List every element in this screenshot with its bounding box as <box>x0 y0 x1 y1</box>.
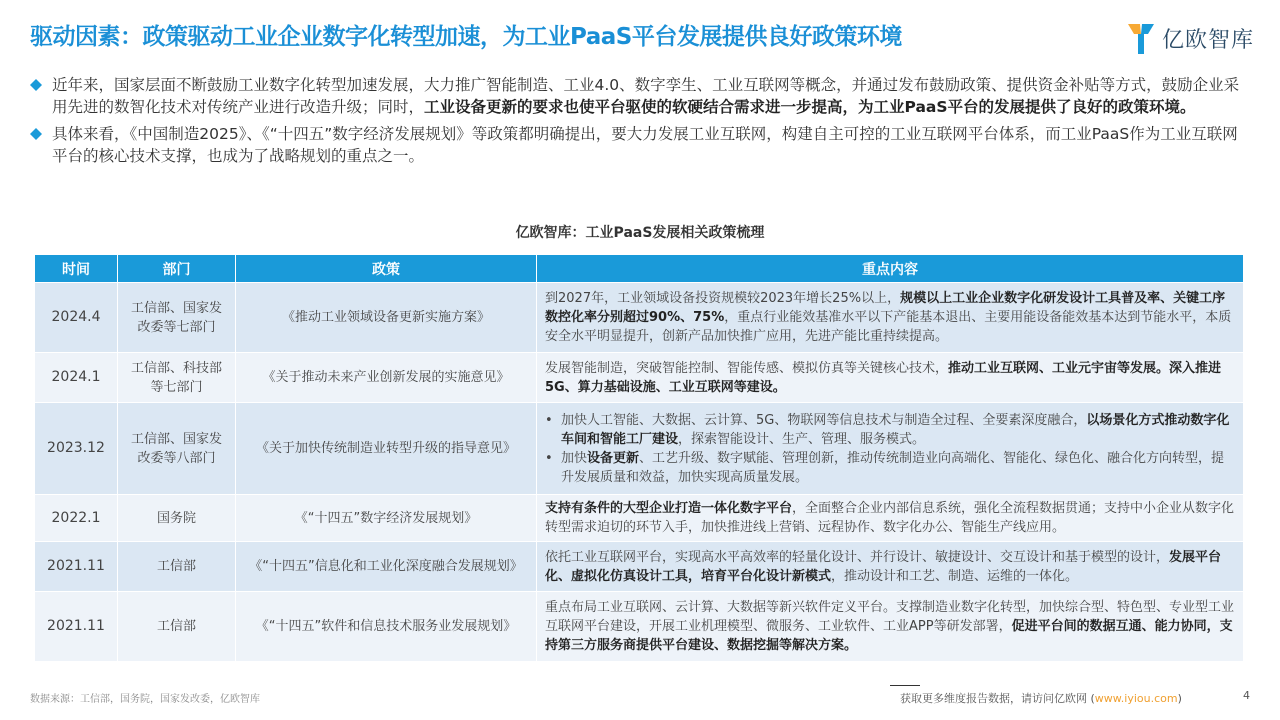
bullet-text-part: 近年来，国家层面不断鼓励工业数字化转型加速发展，大力推广智能制造、工业4.0、数字孪生、工业互联网等概念，并通过发布鼓励政策、提供资金补贴等方式，鼓励企业采用先进的数智化技术对传统产业进行改造升级；同时， <box>52 76 1240 116</box>
header-time: 时间 <box>35 255 118 283</box>
cell-time: 2021.11 <box>35 592 118 662</box>
content-paragraph <box>545 449 1235 487</box>
cell-content <box>537 403 1244 495</box>
content-text: 重点布局工业互联网、云计算、大数据等新兴软件定义平台。支撑制造业数字化转型，加快综合型、特色型、专业型工业互联网平台建设，开展工业机理模型、微服务、工业软件、工业APP等研发部署， <box>545 600 1235 634</box>
yiou-logo-icon <box>1126 20 1156 56</box>
content-text: 加快 <box>561 450 588 466</box>
cell-content <box>537 353 1244 403</box>
header <box>30 18 1070 54</box>
divider <box>890 685 920 686</box>
diamond-bullet-icon <box>28 128 44 140</box>
page-title: 驱动因素：政策驱动工业企业数字化转型加速，为工业PaaS平台发展提供良好政策环境 <box>30 24 902 50</box>
cell-time: 2022.1 <box>35 495 118 542</box>
content-text: 加快人工智能、大数据、云计算、5G、物联网等信息技术与制造全过程、全要素深度融合， <box>561 412 1087 428</box>
bullet-text-part: 具体来看，《中国制造2025》、《“十四五”数字经济发展规划》等政策都明确提出，要大力发展工业互联网，构建自主可控的工业互联网平台体系，而工业PaaS作为工业互联网平台的核心技术支撑，也成为了战略规划的重点之一。 <box>52 125 1238 165</box>
cell-dept: 工信部 <box>118 542 236 592</box>
content-paragraph <box>545 499 1235 537</box>
cell-dept: 工信部、国家发改委等八部门 <box>118 403 236 495</box>
cell-dept: 工信部、国家发改委等七部门 <box>118 283 236 353</box>
content-text: 发展智能制造，突破智能控制、智能传感、模拟仿真等关键核心技术， <box>545 360 949 376</box>
content-paragraph <box>545 359 1235 397</box>
content-text: 以场景化方式推动数字化车间和智能工厂建设 <box>561 412 1230 447</box>
content-paragraph <box>545 411 1235 449</box>
cell-content <box>537 542 1244 592</box>
content-text: 推动工业互联网、工业元宇宙等发展。深入推进5G、算力基础设施、工业互联网等建设。 <box>545 360 1222 395</box>
bullet-text <box>52 123 1253 167</box>
cell-policy: 《关于推动未来产业创新发展的实施意见》 <box>236 353 537 403</box>
content-text: ，重点行业能效基准水平以下产能基本退出、主要用能设备能效基本达到节能水平，本质安全水平明显提升，创新产品加快推广应用，先进产能比重持续提高。 <box>545 310 1232 344</box>
table-header-row <box>35 255 1244 283</box>
cell-policy: 《“十四五”软件和信息技术服务业发展规划》 <box>236 592 537 662</box>
content-text: ，推动设计和工艺、制造、运维的一体化。 <box>831 568 1079 584</box>
content-text: 发展平台化、虚拟化仿真设计工具，培育平台化设计新模式 <box>545 549 1222 584</box>
cell-time: 2021.11 <box>35 542 118 592</box>
visit-suffix: ) <box>1177 692 1182 705</box>
cell-policy: 《推动工业领域设备更新实施方案》 <box>236 283 537 353</box>
cell-time: 2024.4 <box>35 283 118 353</box>
content-text: ，探索智能设计、生产、管理、服务模式。 <box>678 431 926 447</box>
table-title: 亿欧智库：工业PaaS发展相关政策梳理 <box>515 225 765 241</box>
bullet-text-part: 工业设备更新的要求也使平台驱使的软硬结合需求进一步提高，为工业PaaS平台的发展提供了良好的政策环境。 <box>424 98 1196 116</box>
iyiou-link[interactable]: www.iyiou.com <box>1094 692 1178 705</box>
cell-dept: 工信部、科技部等七部门 <box>118 353 236 403</box>
content-paragraph <box>545 548 1235 586</box>
dot-bullet-icon: • <box>545 450 553 466</box>
dot-bullet-icon: • <box>545 412 553 428</box>
content-text: 规模以上工业企业数字化研发设计工具普及率、关键工序数控化率分别超过90%、75% <box>545 291 1226 325</box>
cell-content <box>537 495 1244 542</box>
data-source: 数据来源：工信部，国务院，国家发改委，亿欧智库 <box>30 694 260 705</box>
bullet-list <box>28 74 1253 172</box>
logo-text: 亿欧智库 <box>1161 27 1254 53</box>
table-row <box>35 403 1244 495</box>
bullet-item <box>28 123 1253 167</box>
header-dept: 部门 <box>118 255 236 283</box>
content-text: ，全面整合企业内部信息系统，强化全流程数据贯通；支持中小企业从数字化转型需求迫切的环节入手，加快推进线上营销、远程协作、数字化办公、智能生产线应用。 <box>545 501 1235 535</box>
content-paragraph <box>545 289 1235 346</box>
content-text: 到2027年，工业领域设备投资规模较2023年增长25%以上， <box>545 291 901 306</box>
cell-dept: 国务院 <box>118 495 236 542</box>
cell-policy: 《关于加快传统制造业转型升级的指导意见》 <box>236 403 537 495</box>
cell-content <box>537 283 1244 353</box>
table-row <box>35 353 1244 403</box>
header-content: 重点内容 <box>537 255 1244 283</box>
visit-note <box>900 690 1182 706</box>
table-row <box>35 495 1244 542</box>
diamond-bullet-icon <box>28 79 44 91</box>
content-text: 促进平台间的数据互通、能力协同，支持第三方服务商提供平台建设、数据挖掘等解决方案。 <box>545 619 1233 653</box>
policy-table <box>34 254 1244 662</box>
bullet-item <box>28 74 1253 118</box>
cell-policy: 《“十四五”信息化和工业化深度融合发展规划》 <box>236 542 537 592</box>
visit-prefix: 获取更多维度报告数据，请访问亿欧网 ( <box>900 692 1095 705</box>
content-text: 依托工业互联网平台，实现高水平高效率的轻量化设计、并行设计、敏捷设计、交互设计和基于模型的设计， <box>545 549 1170 565</box>
content-text: 、工艺升级、数字赋能、管理创新，推动传统制造业向高端化、智能化、绿色化、融合化方向转型，提升发展质量和效益，加快实现高质量发展。 <box>561 450 1225 485</box>
content-paragraph <box>545 598 1235 655</box>
cell-time: 2024.1 <box>35 353 118 403</box>
table-row <box>35 283 1244 353</box>
table-row <box>35 542 1244 592</box>
cell-time: 2023.12 <box>35 403 118 495</box>
content-text: 支持有条件的大型企业打造一体化数字平台 <box>545 501 793 516</box>
bullet-text <box>52 74 1253 118</box>
cell-content <box>537 592 1244 662</box>
table-row <box>35 592 1244 662</box>
content-text: 设备更新 <box>587 450 640 466</box>
header-policy: 政策 <box>236 255 537 283</box>
logo <box>1126 18 1254 58</box>
page-number: 4 <box>1243 689 1250 702</box>
cell-policy: 《“十四五”数字经济发展规划》 <box>236 495 537 542</box>
cell-dept: 工信部 <box>118 592 236 662</box>
